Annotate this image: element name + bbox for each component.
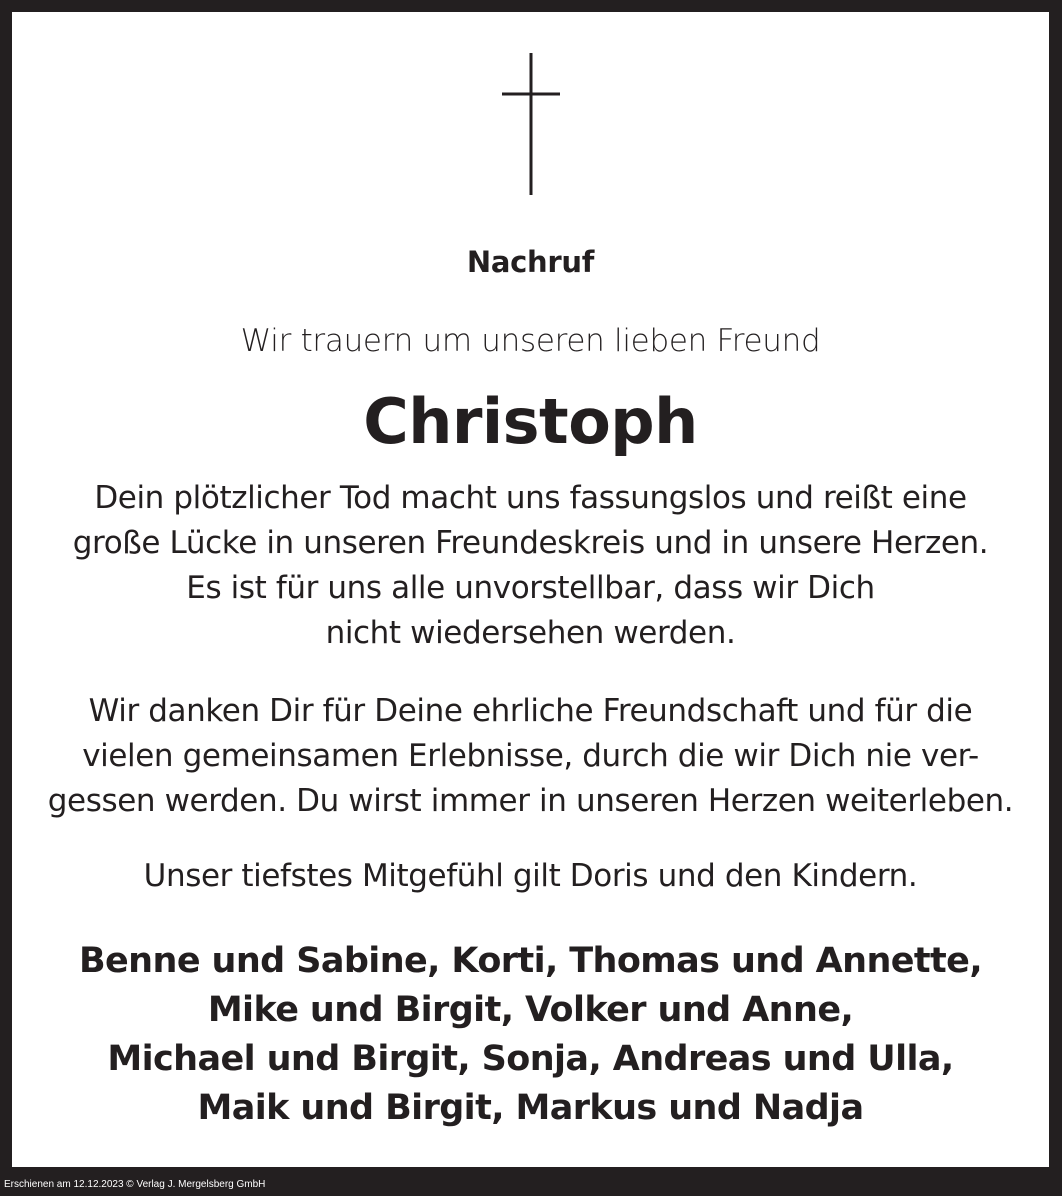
signers-list [12,937,1049,1133]
text-line: gessen werden. Du wirst immer in unseren Herzen weiterleben. [47,783,1014,819]
signer-line: Michael und Birgit, Sonja, Andreas und Ulla, [107,1039,954,1079]
signer-line: Benne und Sabine, Korti, Thomas und Annette, [78,941,983,981]
text-line: Unser tiefstes Mitgefühl gilt Doris und den Kindern. [143,858,918,894]
text-line: Dein plötzlicher Tod macht uns fassungslos und reißt eine [94,480,967,516]
paragraph-condolence [12,476,1049,656]
text-line: nicht wiedersehen werden. [325,615,736,651]
paragraph-gratitude [12,689,1049,824]
text-line: große Lücke in unseren Freundeskreis und in unsere Herzen. [72,525,989,561]
text-line: vielen gemeinsamen Erlebnisse, durch die wir Dich nie ver- [82,738,979,774]
intro-text: Wir trauern um unseren lieben Freund [240,323,821,359]
signer-line: Maik und Birgit, Markus und Nadja [197,1088,864,1128]
deceased-name: Christoph [363,385,698,458]
signer-line: Mike und Birgit, Volker und Anne, [207,990,854,1030]
notice-heading: Nachruf [466,245,595,279]
paragraph-sympathy [12,854,1049,899]
text-line: Es ist für uns alle unvorstellbar, dass wir Dich [186,570,875,606]
cross-icon [502,53,560,195]
obituary-card [12,12,1049,1167]
publication-footer: Erschienen am 12.12.2023 © Verlag J. Mergelsberg GmbH [4,1179,266,1190]
text-line: Wir danken Dir für Deine ehrliche Freundschaft und für die [88,693,973,729]
